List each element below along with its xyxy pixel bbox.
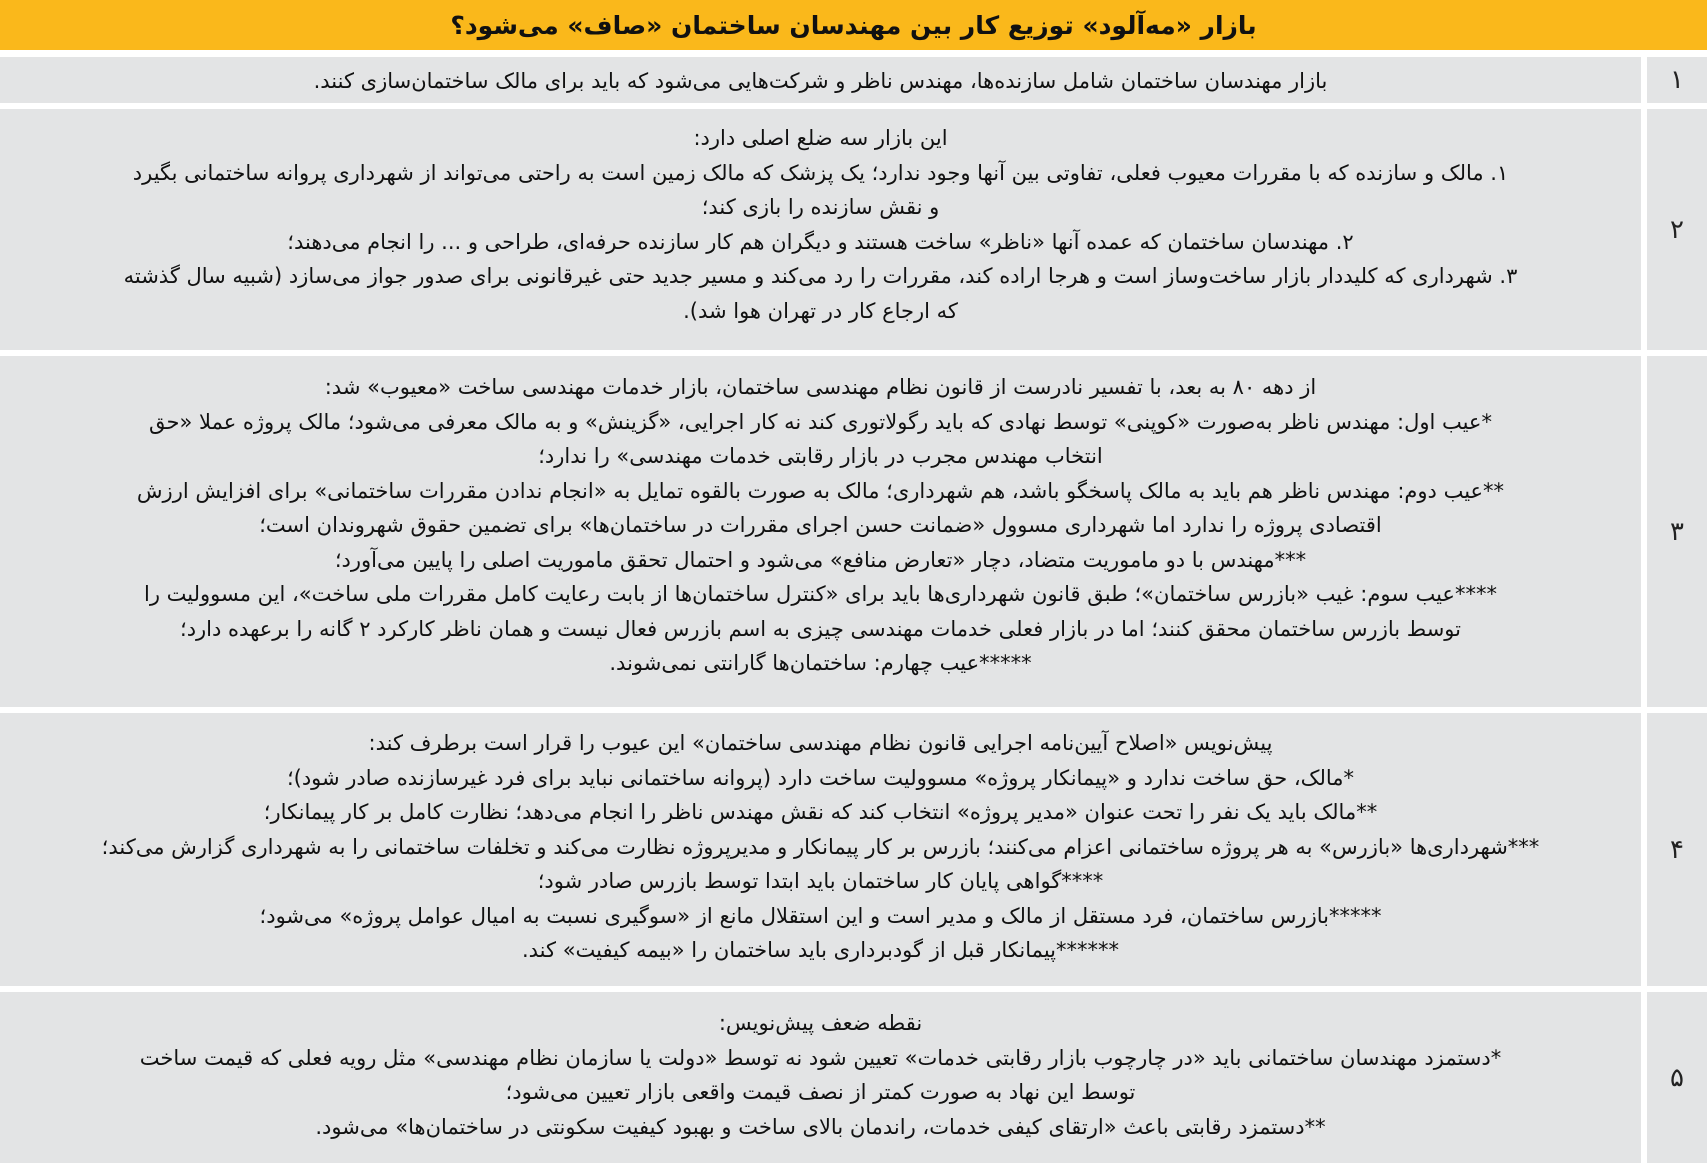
text-line: بازار مهندسان ساختمان شامل سازنده‌ها، مهندس ناظر و شرکت‌هایی می‌شود که باید برای مالک ساختمان‌سازی کنند.	[313, 68, 1328, 93]
table-row	[0, 356, 1707, 707]
row-content	[0, 109, 1641, 350]
text-line: *مالک، حق ساخت ندارد و «پیمانکار پروژه» مسوولیت ساخت دارد (پروانه ساختمانی نباید برای فرد غیرسازنده صادر شود)؛	[286, 765, 1355, 790]
row-number: ۱	[1647, 57, 1707, 103]
text-line: ****گواهی پایان کار ساختمان باید ابتدا توسط بازرس صادر شود؛	[537, 869, 1104, 893]
text-line: ۱. مالک و سازنده که با مقررات معیوب فعلی، تفاوتی بین آنها وجود ندارد؛ یک پزشک که مالک زمین است به راحتی می‌تواند از شهرداری پروانه ساختمانی بگیرد	[132, 160, 1509, 185]
table-row	[0, 992, 1707, 1163]
text-line: توسط این نهاد به صورت کمتر از نصف قیمت واقعی بازار تعیین می‌شود؛	[505, 1080, 1136, 1104]
text-line: *عیب اول: مهندس ناظر به‌صورت «کوپنی» توسط نهادی که باید رگولاتوری کند نه کار اجرایی، «گزینش» و به مالک معرفی می‌شود؛ مالک پروژه عملا «حق	[149, 409, 1492, 434]
row-number: ۴	[1647, 713, 1707, 986]
text-line: پیش‌نویس «اصلاح آیین‌نامه اجرایی قانون نظام مهندسی ساختمان» این عیوب را قرار است برطرف کند:	[368, 731, 1273, 755]
text-line: **دستمزد رقابتی باعث «ارتقای کیفی خدمات، راندمان بالای ساخت و بهبود کیفیت سکونتی در ساختمان‌ها» می‌شود.	[315, 1114, 1326, 1139]
row-number: ۵	[1647, 992, 1707, 1163]
text-line: و نقش سازنده را بازی کند؛	[701, 195, 940, 219]
text-line: که ارجاع کار در تهران هوا شد).	[683, 298, 958, 323]
text-line: *دستمزد مهندسان ساختمانی باید «در چارچوب بازار رقابتی خدمات» تعیین شود نه توسط «دولت یا سازمان نظام مهندسی» مثل رویه فعلی که قیمت ساخت	[139, 1045, 1502, 1070]
text-line: اقتصادی پروژه را ندارد اما شهرداری مسوول «ضمانت حسن اجرای مقررات در ساختمان‌ها» برای تضمین حقوق شهروندان است؛	[259, 513, 1382, 537]
text-line: از دهه ۸۰ به بعد، با تفسیر نادرست از قانون نظام مهندسی ساختمان، بازار خدمات مهندسی ساخت «معیوب» شد:	[324, 375, 1317, 399]
table-row	[0, 109, 1707, 350]
text-line: ۲. مهندسان ساختمان که عمده آنها «ناظر» ساخت هستند و دیگران هم کار سازنده حرفه‌ای، طراحی و ... را انجام می‌دهند؛	[287, 229, 1354, 254]
text-line: *****عیب چهارم: ساختمان‌ها گارانتی نمی‌شوند.	[609, 651, 1032, 675]
text-line: انتخاب مهندس مجرب در بازار رقابتی خدمات مهندسی» را ندارد؛	[538, 444, 1103, 468]
row-number: ۲	[1647, 109, 1707, 350]
text-line: **عیب دوم: مهندس ناظر هم باید به مالک پاسخگو باشد، هم شهرداری؛ مالک به صورت بالقوه تمایل به «انجام ندادن مقررات ساختمانی» برای افزایش ارزش	[136, 478, 1505, 503]
text-line: ***مهندس با دو ماموریت متضاد، دچار «تعارض منافع» می‌شود و احتمال تحقق ماموریت اصلی را پایین می‌آورد؛	[334, 547, 1307, 572]
row-content	[0, 356, 1641, 707]
text-line: این بازار سه ضلع اصلی دارد:	[693, 126, 948, 150]
table-row	[0, 57, 1707, 103]
text-line: ******پیمانکار قبل از گودبرداری باید ساختمان را «بیمه کیفیت» کند.	[521, 938, 1119, 962]
text-line: توسط بازرس ساختمان محقق کنند؛ اما در بازار فعلی خدمات مهندسی چیزی به اسم بازرس فعال نیست و همان ناظر کارکرد ۲ گانه را برعهده دارد؛	[180, 616, 1461, 641]
row-number: ۳	[1647, 356, 1707, 707]
text-line: ****عیب سوم: غیب «بازرس ساختمان»؛ طبق قانون شهرداری‌ها باید برای «کنترل ساختمان‌ها از بابت رعایت کامل مقررات ملی ساخت»، این مسوولیت را	[144, 582, 1497, 606]
text-line: **مالک باید یک نفر را تحت عنوان «مدیر پروژه» انتخاب کند که نقش مهندس ناظر را انجام می‌دهد؛ نظارت کامل بر کار پیمانکار؛	[263, 800, 1378, 824]
text-line: ***شهرداری‌ها «بازرس» به هر پروژه ساختمانی اعزام می‌کنند؛ بازرس بر کار پیمانکار و مدیرپروژه نظارت می‌کند و تخلفات ساختمانی را به شهرداری گزارش می‌کند؛	[101, 834, 1540, 859]
row-content	[0, 992, 1641, 1163]
page-title: بازار «مه‌آلود» توزیع کار بین مهندسان ساختمان «صاف» می‌شود؟	[0, 0, 1707, 50]
text-line: نقطه ضعف پیش‌نویس:	[718, 1011, 923, 1035]
text-line: ۳. شهرداری که کلیددار بازار ساخت‌وساز است و هرجا اراده کند، مقررات را رد می‌کند و مسیر جدید حتی غیرقانونی برای صدور جواز می‌سازد (شبیه سال گذشته	[123, 264, 1518, 288]
row-content	[0, 57, 1641, 103]
row-content	[0, 713, 1641, 986]
table-row	[0, 713, 1707, 986]
text-line: *****بازرس ساختمان، فرد مستقل از مالک و مدیر است و این استقلال مانع از «سوگیری نسبت به امیال عوامل پروژه» می‌شود؛	[259, 903, 1382, 928]
